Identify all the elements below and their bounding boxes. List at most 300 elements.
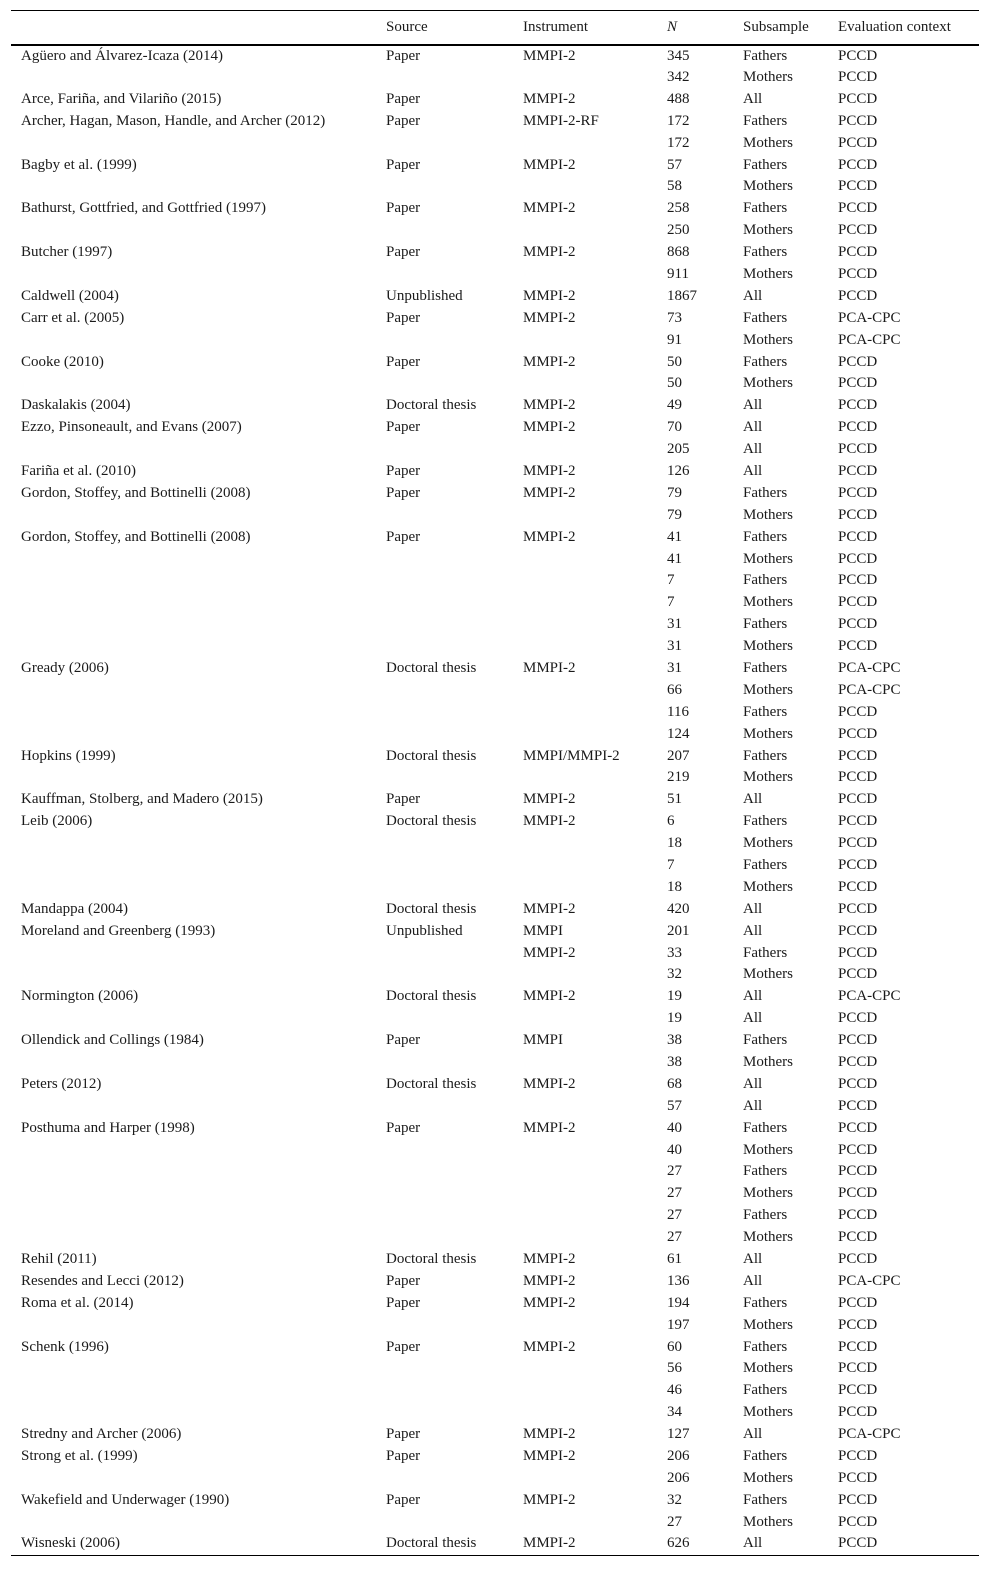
- instrument-cell: [513, 1008, 657, 1030]
- source-cell: [376, 1314, 513, 1336]
- subsample-cell: All: [743, 287, 763, 304]
- evaluation-context-cell: PCCD: [838, 1229, 878, 1246]
- table-row: [11, 1380, 979, 1402]
- evaluation-context-cell: PCCD: [838, 265, 878, 282]
- evaluation-context-cell: PCCD: [838, 222, 878, 239]
- instrument-cell: MMPI-2: [523, 1448, 576, 1465]
- study-cell: Cooke (2010): [21, 353, 104, 370]
- study-cell: [11, 855, 376, 877]
- study-cell: [11, 942, 376, 964]
- source-cell: Paper: [386, 419, 421, 436]
- subsample-cell: Fathers: [743, 616, 788, 633]
- evaluation-context-cell: PCA-CPC: [838, 988, 901, 1005]
- study-cell: Gready (2006): [21, 659, 109, 676]
- study-cell: [11, 439, 376, 461]
- evaluation-context-cell: PCCD: [838, 835, 878, 852]
- subsample-cell: Mothers: [743, 725, 793, 742]
- study-cell: [11, 964, 376, 986]
- subsample-cell: Fathers: [743, 1382, 788, 1399]
- subsample-cell: Mothers: [743, 331, 793, 348]
- source-cell: Unpublished: [386, 287, 463, 304]
- study-cell: Wakefield and Underwager (1990): [21, 1491, 230, 1508]
- table-row: [11, 855, 979, 877]
- n-cell: 66: [667, 681, 682, 698]
- source-cell: [376, 570, 513, 592]
- n-cell: 18: [667, 835, 682, 852]
- source-cell: [376, 1468, 513, 1490]
- subsample-cell: All: [743, 922, 763, 939]
- source-cell: Doctoral thesis: [386, 747, 477, 764]
- source-cell: Paper: [386, 309, 421, 326]
- subsample-cell: Fathers: [743, 1207, 788, 1224]
- n-cell: 342: [667, 68, 690, 85]
- instrument-cell: MMPI-2: [523, 1119, 576, 1136]
- instrument-cell: MMPI-2: [523, 47, 576, 64]
- table-row: [11, 548, 979, 570]
- study-cell: Kauffman, Stolberg, and Madero (2015): [21, 791, 263, 808]
- instrument-cell: MMPI-2: [523, 988, 576, 1005]
- table-row: [11, 767, 979, 789]
- n-cell: 56: [667, 1360, 682, 1377]
- subsample-cell: All: [743, 1251, 763, 1268]
- study-cell: [11, 592, 376, 614]
- evaluation-context-cell: PCCD: [838, 419, 878, 436]
- evaluation-context-cell: PCCD: [838, 900, 878, 917]
- study-cell: [11, 1227, 376, 1249]
- subsample-cell: Mothers: [743, 265, 793, 282]
- evaluation-context-cell: PCCD: [838, 178, 878, 195]
- evaluation-context-cell: PCCD: [838, 638, 878, 655]
- study-cell: [11, 504, 376, 526]
- source-cell: Unpublished: [386, 922, 463, 939]
- subsample-cell: Mothers: [743, 134, 793, 151]
- subsample-cell: Mothers: [743, 1469, 793, 1486]
- study-cell: Leib (2006): [21, 813, 93, 830]
- study-cell: [11, 1205, 376, 1227]
- evaluation-context-cell: PCCD: [838, 1382, 878, 1399]
- instrument-cell: [513, 1402, 657, 1424]
- subsample-cell: All: [743, 1010, 763, 1027]
- evaluation-context-cell: PCCD: [838, 1338, 878, 1355]
- n-cell: 70: [667, 419, 682, 436]
- source-cell: Paper: [386, 1448, 421, 1465]
- table-row: [11, 1030, 979, 1052]
- subsample-cell: Mothers: [743, 1404, 793, 1421]
- table-row: [11, 942, 979, 964]
- evaluation-context-cell: PCCD: [838, 944, 878, 961]
- source-cell: Paper: [386, 1032, 421, 1049]
- evaluation-context-cell: PCCD: [838, 397, 878, 414]
- n-cell: 136: [667, 1272, 690, 1289]
- table-row: [11, 986, 979, 1008]
- study-cell: Butcher (1997): [21, 244, 113, 261]
- source-cell: [376, 1358, 513, 1380]
- instrument-cell: [513, 1095, 657, 1117]
- instrument-cell: [513, 876, 657, 898]
- instrument-cell: MMPI: [523, 922, 564, 939]
- study-cell: [11, 1314, 376, 1336]
- instrument-cell: [513, 1183, 657, 1205]
- table-body: [11, 45, 979, 1556]
- evaluation-context-cell: PCCD: [838, 134, 878, 151]
- table-row: [11, 461, 979, 483]
- study-cell: [11, 1095, 376, 1117]
- study-cell: [11, 1161, 376, 1183]
- table-row: [11, 439, 979, 461]
- n-cell: 172: [667, 112, 690, 129]
- table-row: [11, 264, 979, 286]
- study-cell: [11, 1511, 376, 1533]
- evaluation-context-cell: PCCD: [838, 1010, 878, 1027]
- subsample-cell: Fathers: [743, 1163, 788, 1180]
- n-cell: 79: [667, 506, 682, 523]
- source-cell: [376, 723, 513, 745]
- source-cell: [376, 701, 513, 723]
- table-row: [11, 833, 979, 855]
- table-row: [11, 526, 979, 548]
- evaluation-context-cell: PCCD: [838, 353, 878, 370]
- n-cell: 58: [667, 178, 682, 195]
- study-cell: [11, 1468, 376, 1490]
- n-cell: 172: [667, 134, 690, 151]
- instrument-cell: MMPI-2: [523, 944, 576, 961]
- studies-table: [11, 10, 979, 1556]
- evaluation-context-cell: PCCD: [828, 1533, 979, 1555]
- table-row: [11, 1468, 979, 1490]
- n-cell: 60: [667, 1338, 682, 1355]
- study-cell: Daskalakis (2004): [21, 397, 131, 414]
- header-instrument: Instrument: [513, 11, 657, 45]
- study-cell: [11, 264, 376, 286]
- source-cell: Paper: [386, 484, 421, 501]
- evaluation-context-cell: PCCD: [838, 1316, 878, 1333]
- source-cell: Paper: [386, 353, 421, 370]
- source-cell: Paper: [386, 1272, 421, 1289]
- instrument-cell: [513, 570, 657, 592]
- study-cell: Bathurst, Gottfried, and Gottfried (1997): [21, 200, 266, 217]
- study-cell: [11, 701, 376, 723]
- instrument-cell: [513, 1205, 657, 1227]
- instrument-cell: MMPI-2: [523, 200, 576, 217]
- table-row: [11, 88, 979, 110]
- study-cell: Resendes and Lecci (2012): [21, 1272, 184, 1289]
- instrument-cell: MMPI-2: [523, 1075, 576, 1092]
- subsample-cell: Fathers: [743, 944, 788, 961]
- study-cell: Gordon, Stoffey, and Bottinelli (2008): [21, 528, 251, 545]
- source-cell: [376, 1183, 513, 1205]
- source-cell: [376, 1095, 513, 1117]
- study-cell: [11, 1402, 376, 1424]
- evaluation-context-cell: PCCD: [838, 1097, 878, 1114]
- source-cell: Paper: [386, 1294, 421, 1311]
- instrument-cell: MMPI-2: [523, 90, 576, 107]
- study-cell: [11, 1052, 376, 1074]
- subsample-cell: Mothers: [743, 1360, 793, 1377]
- n-cell: 31: [667, 638, 682, 655]
- instrument-cell: MMPI-2: [523, 791, 576, 808]
- table-row: [11, 1533, 979, 1555]
- subsample-cell: Mothers: [743, 769, 793, 786]
- n-cell: 1867: [667, 287, 697, 304]
- subsample-cell: Fathers: [743, 47, 788, 64]
- evaluation-context-cell: PCCD: [838, 616, 878, 633]
- source-cell: Doctoral thesis: [386, 1075, 477, 1092]
- header-subsample: Subsample: [733, 11, 828, 45]
- instrument-cell: MMPI-2: [523, 900, 576, 917]
- n-cell: 61: [667, 1251, 682, 1268]
- source-cell: Doctoral thesis: [386, 813, 477, 830]
- study-cell: [11, 548, 376, 570]
- study-cell: Normington (2006): [21, 988, 139, 1005]
- study-cell: [11, 723, 376, 745]
- subsample-cell: Mothers: [743, 1316, 793, 1333]
- source-cell: [376, 1052, 513, 1074]
- evaluation-context-cell: PCA-CPC: [838, 659, 901, 676]
- study-cell: Fariña et al. (2010): [21, 462, 136, 479]
- study-cell: Agüero and Álvarez-Icaza (2014): [21, 47, 223, 64]
- instrument-cell: MMPI/MMPI-2: [523, 747, 620, 764]
- study-cell: Archer, Hagan, Mason, Handle, and Archer (2012): [21, 112, 326, 129]
- subsample-cell: All: [733, 1533, 828, 1555]
- instrument-cell: [513, 964, 657, 986]
- table-row: [11, 1205, 979, 1227]
- evaluation-context-cell: PCCD: [838, 506, 878, 523]
- n-cell: 46: [667, 1382, 682, 1399]
- evaluation-context-cell: PCCD: [838, 769, 878, 786]
- n-cell: 258: [667, 200, 690, 217]
- instrument-cell: MMPI-2: [523, 528, 576, 545]
- evaluation-context-cell: PCCD: [838, 550, 878, 567]
- source-cell: Doctoral thesis: [386, 1251, 477, 1268]
- instrument-cell: [513, 1380, 657, 1402]
- table-row: [11, 658, 979, 680]
- instrument-cell: MMPI: [523, 1032, 564, 1049]
- table-row: [11, 373, 979, 395]
- source-cell: [376, 1139, 513, 1161]
- instrument-cell: MMPI-2: [523, 484, 576, 501]
- evaluation-context-cell: PCA-CPC: [838, 331, 901, 348]
- table-row: [11, 45, 979, 67]
- study-cell: [11, 570, 376, 592]
- table-row: [11, 1161, 979, 1183]
- table-row: [11, 614, 979, 636]
- n-cell: 41: [667, 550, 682, 567]
- source-cell: Paper: [386, 90, 421, 107]
- study-cell: Schenk (1996): [21, 1338, 109, 1355]
- subsample-cell: Fathers: [743, 1448, 788, 1465]
- evaluation-context-cell: PCCD: [838, 1513, 878, 1530]
- table-row: [11, 1446, 979, 1468]
- table-row: [11, 1511, 979, 1533]
- table-row: [11, 67, 979, 89]
- study-cell: [11, 176, 376, 198]
- table-row: [11, 1073, 979, 1095]
- subsample-cell: Mothers: [743, 550, 793, 567]
- evaluation-context-cell: PCCD: [838, 1251, 878, 1268]
- evaluation-context-cell: PCCD: [838, 703, 878, 720]
- evaluation-context-cell: PCCD: [838, 156, 878, 173]
- study-cell: [11, 329, 376, 351]
- instrument-cell: [513, 1358, 657, 1380]
- evaluation-context-cell: PCCD: [838, 1141, 878, 1158]
- subsample-cell: Mothers: [743, 594, 793, 611]
- table-row: [11, 242, 979, 264]
- table-row: [11, 920, 979, 942]
- source-cell: [376, 264, 513, 286]
- study-cell: Carr et al. (2005): [21, 309, 125, 326]
- source-cell: [376, 614, 513, 636]
- source-cell: Paper: [386, 156, 421, 173]
- subsample-cell: All: [743, 419, 763, 436]
- instrument-cell: [513, 132, 657, 154]
- subsample-cell: All: [743, 1075, 763, 1092]
- source-cell: [376, 1008, 513, 1030]
- n-cell: 51: [667, 791, 682, 808]
- table-row: [11, 745, 979, 767]
- source-cell: [376, 504, 513, 526]
- table-row: [11, 132, 979, 154]
- n-cell: 33: [667, 944, 682, 961]
- n-cell: 6: [667, 813, 675, 830]
- n-cell: 27: [667, 1163, 682, 1180]
- n-cell: 38: [667, 1054, 682, 1071]
- evaluation-context-cell: PCCD: [838, 1294, 878, 1311]
- n-cell: 79: [667, 484, 682, 501]
- instrument-cell: [513, 439, 657, 461]
- n-cell: 91: [667, 331, 682, 348]
- evaluation-context-cell: PCCD: [838, 878, 878, 895]
- subsample-cell: Mothers: [743, 681, 793, 698]
- study-cell: [11, 1183, 376, 1205]
- n-cell: 57: [667, 156, 682, 173]
- instrument-cell: MMPI-2: [523, 813, 576, 830]
- table-row: [11, 351, 979, 373]
- subsample-cell: All: [743, 988, 763, 1005]
- instrument-cell: MMPI-2: [523, 1294, 576, 1311]
- source-cell: Paper: [386, 244, 421, 261]
- subsample-cell: Fathers: [743, 353, 788, 370]
- evaluation-context-cell: PCCD: [838, 1032, 878, 1049]
- study-cell: [11, 373, 376, 395]
- study-cell: [11, 1380, 376, 1402]
- n-cell: 27: [667, 1229, 682, 1246]
- instrument-cell: MMPI-2: [523, 1251, 576, 1268]
- evaluation-context-cell: PCCD: [838, 484, 878, 501]
- study-cell: Gordon, Stoffey, and Bottinelli (2008): [21, 484, 251, 501]
- subsample-cell: Fathers: [743, 112, 788, 129]
- evaluation-context-cell: PCCD: [838, 725, 878, 742]
- table-row: [11, 1052, 979, 1074]
- instrument-cell: MMPI-2: [523, 1338, 576, 1355]
- n-cell: 34: [667, 1404, 682, 1421]
- instrument-cell: MMPI-2: [523, 397, 576, 414]
- table-row: [11, 110, 979, 132]
- source-cell: [376, 1380, 513, 1402]
- instrument-cell: [513, 373, 657, 395]
- source-cell: [376, 548, 513, 570]
- instrument-cell: MMPI-2: [523, 1426, 576, 1443]
- n-cell: 19: [667, 988, 682, 1005]
- evaluation-context-cell: PCCD: [838, 1448, 878, 1465]
- n-cell: 197: [667, 1316, 690, 1333]
- source-cell: [376, 1161, 513, 1183]
- evaluation-context-cell: PCCD: [838, 1185, 878, 1202]
- table-row: [11, 1095, 979, 1117]
- instrument-cell: [513, 220, 657, 242]
- subsample-cell: Fathers: [743, 1491, 788, 1508]
- source-cell: [376, 767, 513, 789]
- source-cell: [376, 1227, 513, 1249]
- evaluation-context-cell: PCCD: [838, 857, 878, 873]
- study-cell: Stredny and Archer (2006): [21, 1426, 182, 1443]
- n-cell: 40: [667, 1141, 682, 1158]
- study-cell: [11, 833, 376, 855]
- evaluation-context-cell: PCCD: [838, 1054, 878, 1071]
- subsample-cell: Mothers: [743, 222, 793, 239]
- study-cell: Roma et al. (2014): [21, 1294, 134, 1311]
- table-row: [11, 876, 979, 898]
- table-header: [11, 11, 979, 45]
- evaluation-context-cell: PCCD: [838, 572, 878, 589]
- evaluation-context-cell: PCCD: [838, 1207, 878, 1224]
- source-cell: [376, 1205, 513, 1227]
- source-cell: [376, 942, 513, 964]
- instrument-cell: [513, 701, 657, 723]
- instrument-cell: [513, 1052, 657, 1074]
- subsample-cell: Fathers: [743, 156, 788, 173]
- subsample-cell: Fathers: [743, 1119, 788, 1136]
- subsample-cell: Mothers: [743, 1229, 793, 1246]
- subsample-cell: Mothers: [743, 1185, 793, 1202]
- n-cell: 7: [667, 857, 675, 873]
- table-row: [11, 1424, 979, 1446]
- header-n: N: [657, 11, 733, 45]
- evaluation-context-cell: PCCD: [838, 287, 878, 304]
- evaluation-context-cell: PCCD: [838, 791, 878, 808]
- source-cell: Paper: [386, 1338, 421, 1355]
- table-row: [11, 176, 979, 198]
- instrument-cell: [513, 723, 657, 745]
- n-cell: 626: [657, 1533, 733, 1555]
- n-cell: 19: [667, 1010, 682, 1027]
- source-cell: [376, 329, 513, 351]
- n-cell: 32: [667, 1491, 682, 1508]
- table-row: [11, 395, 979, 417]
- n-cell: 7: [667, 572, 675, 589]
- instrument-cell: MMPI-2: [523, 659, 576, 676]
- instrument-cell: [513, 1161, 657, 1183]
- subsample-cell: Mothers: [743, 878, 793, 895]
- instrument-cell: MMPI-2: [523, 1491, 576, 1508]
- table-row: [11, 220, 979, 242]
- study-cell: [11, 1139, 376, 1161]
- source-cell: Paper: [386, 1119, 421, 1136]
- n-cell: 68: [667, 1075, 682, 1092]
- instrument-cell: [513, 329, 657, 351]
- study-cell: Caldwell (2004): [21, 287, 119, 304]
- subsample-cell: All: [743, 900, 763, 917]
- study-cell: Moreland and Greenberg (1993): [21, 922, 216, 939]
- study-cell: Peters (2012): [21, 1075, 102, 1092]
- subsample-cell: Mothers: [743, 638, 793, 655]
- subsample-cell: Fathers: [743, 857, 788, 873]
- source-cell: [376, 67, 513, 89]
- subsample-cell: Fathers: [743, 244, 788, 261]
- instrument-cell: [513, 614, 657, 636]
- study-cell: Strong et al. (1999): [21, 1448, 138, 1465]
- n-cell: 127: [667, 1426, 690, 1443]
- instrument-cell: [513, 1139, 657, 1161]
